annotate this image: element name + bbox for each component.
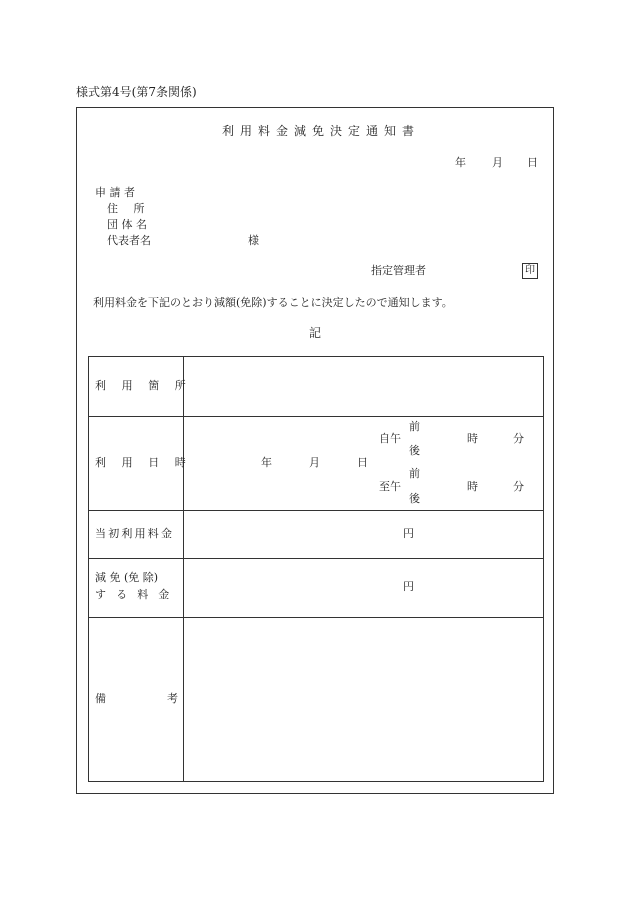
initial-fee-unit: 円 (403, 527, 414, 540)
seal-mark: 印 (522, 263, 538, 279)
reduced-fee-label-line1: 減 免 (免 除) (95, 571, 159, 584)
row-divider (89, 558, 543, 559)
remarks-label-right: 考 (167, 692, 178, 705)
use-date-month: 月 (309, 456, 320, 469)
from-label: 自午 (379, 432, 401, 445)
date-year: 年 (455, 156, 466, 169)
initial-fee-label: 当初利用料金 (95, 527, 175, 540)
remarks-label-left: 備 (95, 692, 106, 705)
to-am: 前 (409, 467, 420, 480)
designated-manager-label: 指定管理者 (371, 264, 426, 277)
representative-label: 代表者名 (107, 234, 151, 247)
place-label: 利 用 箇 所 (95, 379, 192, 392)
row-divider (89, 416, 543, 417)
from-pm: 後 (409, 444, 420, 457)
notification-text: 利用料金を下記のとおり減額(免除)することに決定したので通知します。 (93, 296, 453, 309)
use-date-day: 日 (357, 456, 368, 469)
document-title: 利用料金減免決定通知書 (221, 124, 420, 138)
reduced-fee-label-line2: す る 料 金 (95, 588, 173, 601)
to-hour: 時 (467, 480, 478, 493)
from-am: 前 (409, 420, 420, 433)
honorific-sama: 様 (248, 234, 259, 247)
applicant-heading: 申 請 者 (95, 186, 135, 199)
use-date-year: 年 (261, 456, 272, 469)
from-minute: 分 (513, 432, 524, 445)
date-month: 月 (492, 156, 503, 169)
remarks-value-field[interactable] (184, 618, 544, 782)
row-divider (89, 510, 543, 511)
datetime-label: 利 用 日 時 (95, 456, 192, 469)
address-label: 住 所 (107, 202, 145, 215)
to-minute: 分 (513, 480, 524, 493)
place-value-field[interactable] (184, 357, 544, 416)
reduced-fee-unit: 円 (403, 580, 414, 593)
from-hour: 時 (467, 432, 478, 445)
group-name-label: 団 体 名 (107, 218, 147, 231)
to-pm: 後 (409, 492, 420, 505)
to-label: 至午 (379, 480, 401, 493)
ki-mark: 記 (308, 326, 321, 340)
form-number: 様式第4号(第7条関係) (76, 85, 197, 99)
details-table (88, 356, 544, 782)
date-day: 日 (527, 156, 538, 169)
